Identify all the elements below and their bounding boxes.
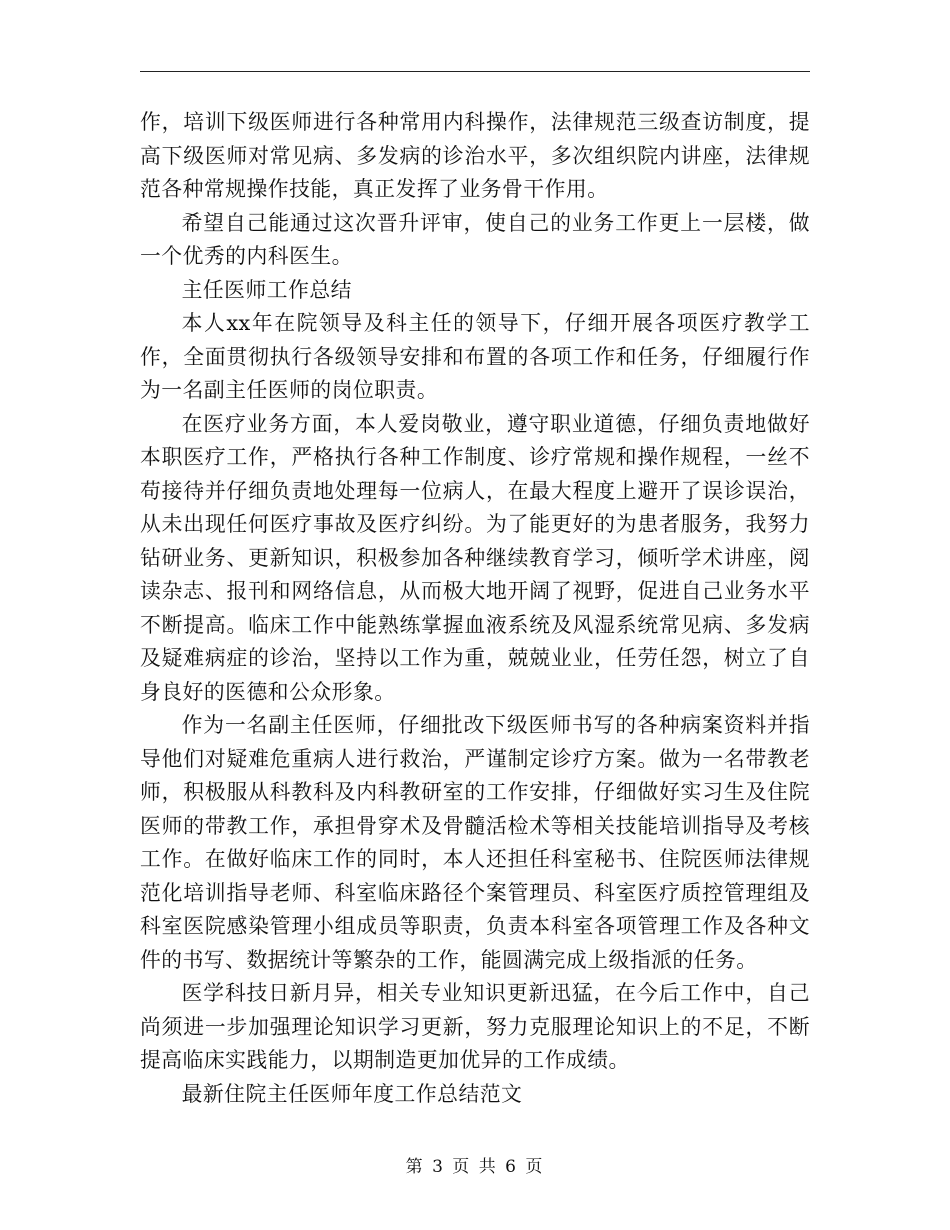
header-rule xyxy=(140,71,810,72)
paragraph-continuation: 作，培训下级医师进行各种常用内科操作，法律规范三级查访制度，提高下级医师对常见病、多发病的诊治水平，多次组织院内讲座，法律规范各种常规操作技能，真正发挥了业务骨干作用。 xyxy=(140,110,810,201)
section-title-director-summary: 主任医师工作总结 xyxy=(181,277,352,302)
section-title-latest-summary: 最新住院主任医师年度工作总结范文 xyxy=(181,1081,523,1106)
document-body xyxy=(140,106,810,1111)
paragraph-future-plans: 医学科技日新月异，相关专业知识更新迅猛，在今后工作中，自己尚须进一步加强理论知识学习更新，努力克服理论知识上的不足，不断提高临床实践能力，以期制造更加优异的工作成绩。 xyxy=(140,981,810,1072)
paragraph-hope: 希望自己能通过这次晋升评审，使自己的业务工作更上一层楼，做一个优秀的内科医生。 xyxy=(140,210,810,268)
paragraph-teaching-work: 作为一名副主任医师，仔细批改下级医师书写的各种病案资料并指导他们对疑难危重病人进行救治，严谨制定诊疗方案。做为一名带教老师，积极服从科教科及内科教研室的工作安排，仔细做好实习生及住院医师的带教工作，承担骨穿术及骨髓活检术等相关技能培训指导及考核工作。在做好临床工作的同时，本人还担任科室秘书、住院医师法律规范化培训指导老师、科室临床路径个案管理员、科室医疗质控管理组及科室医院感染管理小组成员等职责，负责本科室各项管理工作及各种文件的书写、数据统计等繁杂的工作，能圆满完成上级指派的任务。 xyxy=(140,713,810,972)
paragraph-intro: 本人xx年在院领导及科主任的领导下，仔细开展各项医疗教学工作，全面贯彻执行各级领导安排和布置的各项工作和任务，仔细履行作为一名副主任医师的岗位职责。 xyxy=(140,311,810,402)
page-number: 第 3 页 共 6 页 xyxy=(405,1157,545,1177)
paragraph-medical-work: 在医疗业务方面，本人爱岗敬业，遵守职业道德，仔细负责地做好本职医疗工作，严格执行各种工作制度、诊疗常规和操作规程，一丝不苟接待并仔细负责地处理每一位病人，在最大程度上避开了误诊误治，从未出现任何医疗事故及医疗纠纷。为了能更好的为患者服务，我努力钻研业务、更新知识，积极参加各种继续教育学习，倾听学术讲座，阅读杂志、报刊和网络信息，从而极大地开阔了视野，促进自己业务水平不断提高。临床工作中能熟练掌握血液系统及风湿系统常见病、多发病及疑难病症的诊治，坚持以工作为重，兢兢业业，任劳任怨，树立了自身良好的医德和公众形象。 xyxy=(140,411,810,704)
